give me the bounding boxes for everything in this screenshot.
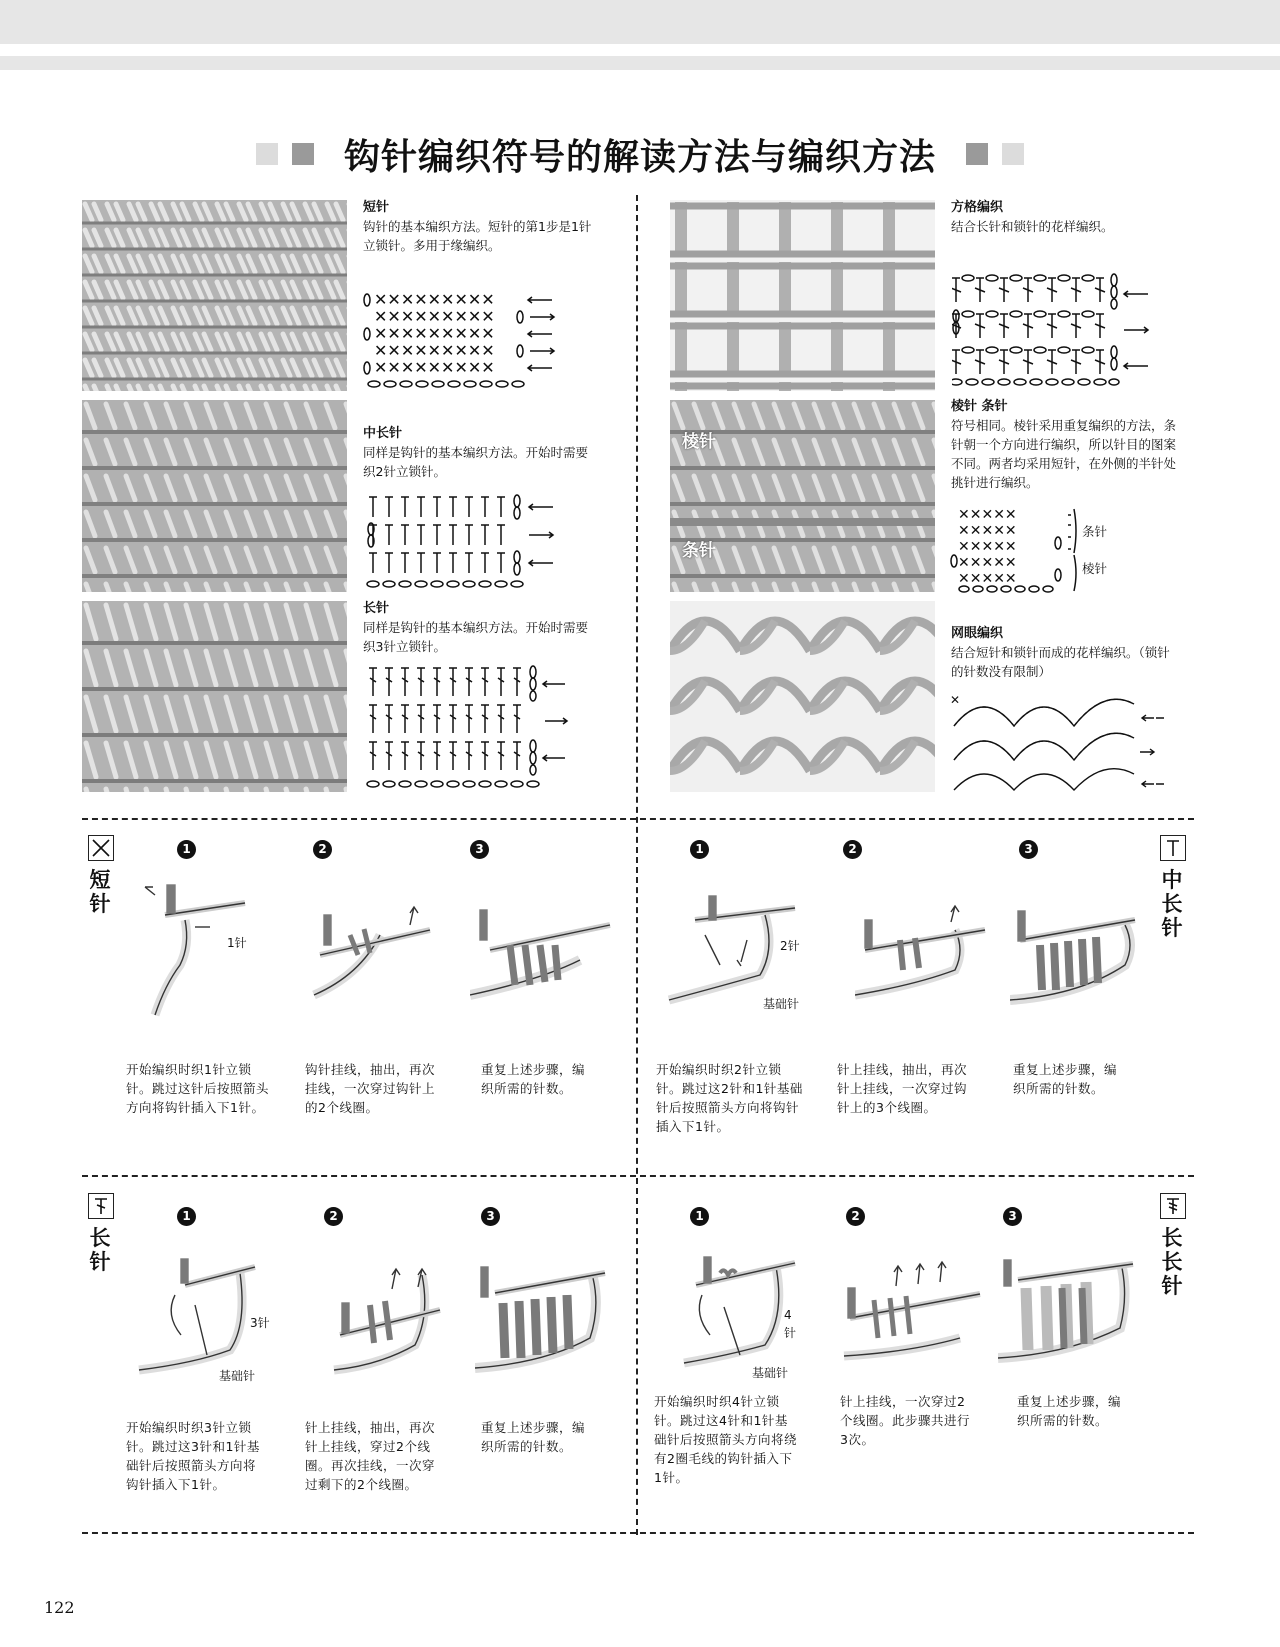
- header-band: [0, 0, 1280, 44]
- annotation-text: 3针: [250, 1316, 270, 1330]
- step-line: 个线圈。此步骤共进行: [840, 1413, 971, 1428]
- photo-double-stitch: [82, 601, 347, 792]
- step-line: 针上挂线，抽出，再次: [305, 1420, 436, 1435]
- short-stitch-desc-line: 立锁针。多用于缘编织。: [363, 238, 501, 253]
- step-line: 针上挂线，一次穿过2: [840, 1394, 966, 1409]
- brace-label-stripe: 条针: [1082, 524, 1108, 539]
- step-line: 针后按照箭头方向将钩针: [656, 1100, 800, 1115]
- mesh-info: [951, 625, 1213, 681]
- step-number: 3: [470, 840, 489, 859]
- step-number: 3: [1003, 1207, 1022, 1226]
- step-line: 圈。再次挂线，一次穿: [305, 1458, 436, 1473]
- short-stitch-chart: [360, 290, 590, 390]
- step-number: 2: [313, 840, 332, 859]
- short-step1-text: [126, 1060, 286, 1117]
- svg-text:✕✕✕✕✕✕✕✕✕: ✕✕✕✕✕✕✕✕✕: [374, 358, 495, 377]
- step-line: 方向将钩针插入下1针。: [126, 1100, 265, 1115]
- short-step3-illustration: [470, 900, 620, 1010]
- step-line: 针。跳过这针后按照箭头: [126, 1081, 270, 1096]
- photo-short-stitch: [82, 200, 347, 391]
- double-step3-text: [481, 1418, 611, 1456]
- double-step2-illustration: [330, 1265, 460, 1385]
- step-number: 1: [177, 840, 196, 859]
- step-line: 针。跳过这2针和1针基础: [656, 1081, 803, 1096]
- half-double-title: 中长针: [363, 426, 403, 441]
- half-double-step3-illustration: [1010, 905, 1140, 1010]
- panel-label-char: 针: [89, 1250, 111, 1274]
- panel-label-char: 中: [1161, 868, 1183, 892]
- treble-step3-illustration: [998, 1258, 1138, 1373]
- half-double-step2-illustration: [855, 900, 995, 1010]
- decor-square-icon: [1002, 143, 1024, 165]
- short-stitch-desc-line: 钩针的基本编织方法。短针的第1步是1针: [363, 219, 592, 234]
- panel-label-treble: [1160, 1226, 1184, 1298]
- step-line: 针。跳过这4针和1针基: [654, 1413, 788, 1428]
- horizontal-divider: [82, 1175, 1194, 1177]
- half-double-symbol-icon: [1160, 835, 1186, 861]
- double-chart: [363, 664, 593, 794]
- half-double-info: [363, 425, 625, 481]
- short-stitch-info: [363, 199, 625, 255]
- filet-info: [951, 199, 1213, 236]
- double-desc-line: 同样是钩针的基本编织方法。开始时需要: [363, 620, 589, 635]
- page-title: 钩针编织符号的解读方法与编织方法: [343, 136, 936, 178]
- filet-chart: [952, 270, 1162, 388]
- step-line: 挂线，一次穿过钩针上: [305, 1081, 436, 1096]
- panel-label-char: 长: [1161, 892, 1183, 916]
- step-line: 钩针挂线，抽出，再次: [305, 1062, 436, 1077]
- step-line: 础针后按照箭头方向将: [126, 1458, 257, 1473]
- annotation-text: 2针: [780, 939, 800, 953]
- double-step1-illustration: [135, 1255, 285, 1385]
- svg-text:✕✕✕✕✕: ✕✕✕✕✕: [958, 571, 1017, 587]
- short-step2-illustration: [310, 895, 440, 1015]
- step-line: 重复上述步骤，编: [481, 1420, 586, 1435]
- short-step3-text: [481, 1060, 611, 1098]
- step-line: 针上挂线，一次穿过钩: [837, 1081, 968, 1096]
- photo-mesh: [670, 601, 935, 792]
- mesh-desc-line: 结合短针和锁针而成的花样编织。（锁针: [951, 645, 1170, 660]
- svg-text:✕✕✕✕✕✕✕✕✕: ✕✕✕✕✕✕✕✕✕: [374, 307, 495, 326]
- step-line: 针上挂线，穿过2个线: [305, 1439, 431, 1454]
- double-step2-text: [305, 1418, 465, 1494]
- half-double-step1-illustration: [665, 890, 815, 1020]
- header-stripe: [0, 56, 1280, 70]
- treble-step1-text: [654, 1392, 814, 1487]
- annotation-text: 基础针: [763, 997, 800, 1011]
- half-double-step3-text: [1013, 1060, 1143, 1098]
- page-number: 122: [44, 1598, 75, 1617]
- svg-text:✕✕✕✕✕: ✕✕✕✕✕: [958, 507, 1017, 523]
- double-step3-illustration: [475, 1263, 610, 1383]
- step-line: 织所需的针数。: [481, 1439, 573, 1454]
- step-line: 插入下1针。: [656, 1119, 730, 1134]
- step-number: 1: [690, 840, 709, 859]
- short-stitch-symbol-icon: [88, 835, 114, 861]
- annotation-text: 基础针: [219, 1369, 256, 1383]
- svg-text:✕: ✕: [950, 693, 961, 707]
- step-number: 2: [846, 1207, 865, 1226]
- panel-label-char: 短: [89, 868, 111, 892]
- step-number: 1: [177, 1207, 196, 1226]
- double-symbol-icon: [88, 1193, 114, 1219]
- step-line: 础针后按照箭头方向将绕: [654, 1432, 798, 1447]
- short-stitch-title: 短针: [363, 200, 390, 215]
- step-line: 重复上述步骤，编: [1013, 1062, 1118, 1077]
- double-info: [363, 600, 625, 656]
- panel-label-char: 针: [1161, 916, 1183, 940]
- annotation-text: 针: [784, 1326, 797, 1340]
- half-double-desc-line: 织2针立锁针。: [363, 464, 446, 479]
- annotation-text: 基础针: [752, 1366, 789, 1380]
- photo-label-stripe: 条针: [682, 541, 716, 561]
- treble-step3-text: [1017, 1392, 1147, 1430]
- treble-symbol-icon: [1160, 1193, 1186, 1219]
- vertical-divider: [636, 195, 638, 1535]
- brace-label-ridge: 棱针: [1082, 561, 1108, 576]
- photo-filet: [670, 200, 935, 391]
- annotation-text: 4: [784, 1308, 792, 1322]
- step-number: 2: [324, 1207, 343, 1226]
- step-number: 3: [481, 1207, 500, 1226]
- panel-label-char: 针: [1161, 1274, 1183, 1298]
- double-desc-line: 织3针立锁针。: [363, 639, 446, 654]
- photo-half-double-stitch: [82, 400, 347, 592]
- title-row: [0, 128, 1280, 180]
- step-number: 2: [843, 840, 862, 859]
- panel-label-double: [88, 1226, 112, 1274]
- step-line: 针上挂线，抽出，再次: [837, 1062, 968, 1077]
- ridge-info: [951, 398, 1213, 492]
- ridge-stripe-chart: [950, 505, 1100, 595]
- step-line: 针上的3个线圈。: [837, 1100, 937, 1115]
- svg-text:✕✕✕✕✕✕✕✕✕: ✕✕✕✕✕✕✕✕✕: [374, 324, 495, 343]
- short-step2-text: [305, 1060, 465, 1117]
- ridge-desc-line: 挑针进行编织。: [951, 475, 1039, 490]
- panel-label-short: [88, 868, 112, 916]
- step-line: 针。跳过这3针和1针基: [126, 1439, 260, 1454]
- ridge-desc-line: 针朝一个方向进行编织，所以针目的图案: [951, 437, 1177, 452]
- step-line: 3次。: [840, 1432, 875, 1447]
- step-line: 1针。: [654, 1470, 689, 1485]
- step-line: 织所需的针数。: [1017, 1413, 1109, 1428]
- step-line: 开始编织时织4针立锁: [654, 1394, 780, 1409]
- panel-label-char: 长: [1161, 1226, 1183, 1250]
- mesh-title: 网眼编织: [951, 626, 1004, 641]
- svg-text:✕✕✕✕✕✕✕✕✕: ✕✕✕✕✕✕✕✕✕: [374, 290, 495, 309]
- step-line: 重复上述步骤，编: [481, 1062, 586, 1077]
- step-line: 有2圈毛线的钩针插入下: [654, 1451, 793, 1466]
- step-line: 织所需的针数。: [481, 1081, 573, 1096]
- panel-label-char: 长: [89, 1226, 111, 1250]
- step-number: 1: [690, 1207, 709, 1226]
- decor-square-icon: [256, 143, 278, 165]
- half-double-desc-line: 同样是钩针的基本编织方法。开始时需要: [363, 445, 589, 460]
- half-double-chart: [363, 493, 593, 593]
- treble-step2-illustration: [840, 1258, 990, 1368]
- ridge-desc-line: 不同。两者均采用短针，在外侧的半针处: [951, 456, 1177, 471]
- mesh-desc-line: 的针数没有限制）: [951, 664, 1052, 679]
- panel-label-char: 长: [1161, 1250, 1183, 1274]
- step-line: 的2个线圈。: [305, 1100, 379, 1115]
- svg-text:✕✕✕✕✕✕✕✕✕: ✕✕✕✕✕✕✕✕✕: [374, 341, 495, 360]
- horizontal-divider: [82, 818, 1194, 820]
- half-double-step2-text: [837, 1060, 997, 1117]
- ridge-title: 棱针 条针: [951, 399, 1008, 414]
- horizontal-divider: [82, 1532, 1194, 1534]
- step-line: 开始编织时织1针立锁: [126, 1062, 252, 1077]
- double-title: 长针: [363, 601, 390, 616]
- panel-label-char: 针: [89, 892, 111, 916]
- ridge-desc-line: 符号相同。棱针采用重复编织的方法，条: [951, 418, 1177, 433]
- decor-square-icon: [966, 143, 988, 165]
- step-line: 钩针插入下1针。: [126, 1477, 226, 1492]
- photo-label-ridge: 棱针: [682, 432, 716, 452]
- svg-text:✕✕✕✕✕: ✕✕✕✕✕: [958, 539, 1017, 555]
- step-line: 过剩下的2个线圈。: [305, 1477, 418, 1492]
- svg-text:✕✕✕✕✕: ✕✕✕✕✕: [958, 523, 1017, 539]
- annotation-text: 1针: [227, 936, 247, 950]
- step-line: 织所需的针数。: [1013, 1081, 1105, 1096]
- mesh-chart: [950, 690, 1165, 795]
- decor-square-icon: [292, 143, 314, 165]
- svg-text:✕✕✕✕✕: ✕✕✕✕✕: [958, 555, 1017, 571]
- short-step1-illustration: [135, 865, 285, 1025]
- panel-label-half-double: [1160, 868, 1184, 940]
- double-step1-text: [126, 1418, 286, 1494]
- step-number: 3: [1019, 840, 1038, 859]
- filet-title: 方格编织: [951, 200, 1004, 215]
- step-line: 开始编织时织3针立锁: [126, 1420, 252, 1435]
- half-double-step1-text: [656, 1060, 816, 1136]
- filet-desc-line: 结合长针和锁针的花样编织。: [951, 219, 1114, 234]
- step-line: 开始编织时织2针立锁: [656, 1062, 782, 1077]
- treble-step1-illustration: [680, 1255, 830, 1385]
- step-line: 重复上述步骤，编: [1017, 1394, 1122, 1409]
- treble-step2-text: [840, 1392, 990, 1449]
